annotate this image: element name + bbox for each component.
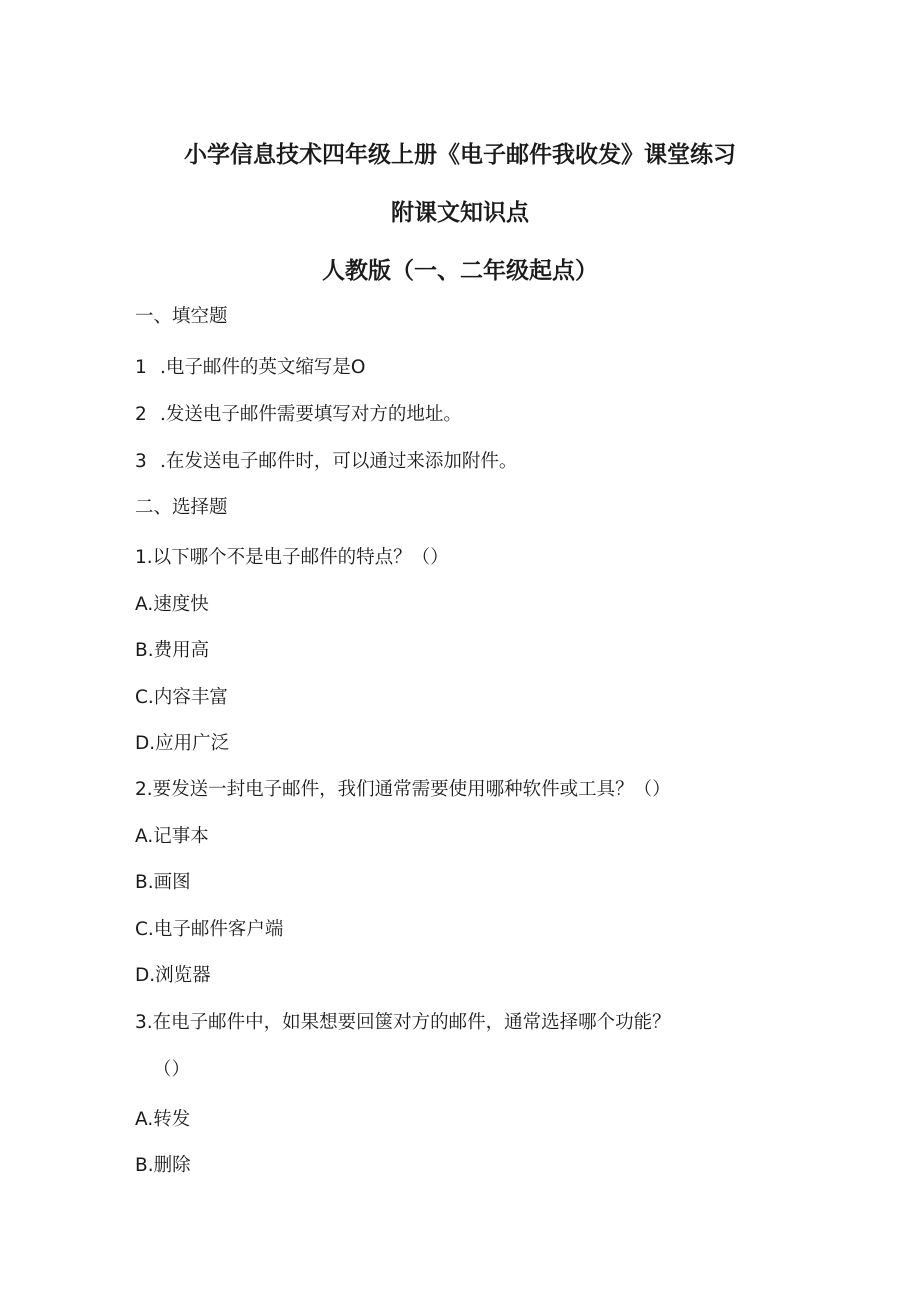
option-letter: D. xyxy=(135,733,156,754)
item-text: .电子邮件的英文缩写是 xyxy=(160,357,351,378)
q3-option-b xyxy=(135,1151,191,1177)
option-text: 转发 xyxy=(153,1109,191,1130)
option-letter: B. xyxy=(135,872,154,893)
fill-blank-item-2 xyxy=(135,400,462,426)
option-letter: B. xyxy=(135,640,154,661)
item-text: .在发送电子邮件时，可以通过来添加附件。 xyxy=(160,451,518,472)
q1-option-c xyxy=(135,683,228,709)
option-letter: C. xyxy=(135,687,154,708)
question-text: 要发送一封电子邮件，我们通常需要使用哪种软件或工具？（） xyxy=(152,779,671,800)
option-text: 电子邮件客户端 xyxy=(153,919,284,940)
section-heading-multiple-choice: 二、选择题 xyxy=(135,497,228,518)
item-tail: O xyxy=(350,357,366,378)
document-title: 小学信息技术四年级上册《电子邮件我收发》课堂练习 xyxy=(184,142,736,168)
question-2 xyxy=(135,775,671,801)
option-text: 速度快 xyxy=(153,594,209,615)
question-number: 2. xyxy=(135,779,153,800)
fill-blank-item-3 xyxy=(135,447,517,473)
q2-option-a xyxy=(135,822,209,848)
fill-blank-item-1 xyxy=(135,353,365,379)
q2-option-b xyxy=(135,868,191,894)
item-number: 2 xyxy=(135,404,147,425)
option-letter: A. xyxy=(135,826,154,847)
q1-option-b xyxy=(135,636,209,662)
q1-option-d xyxy=(135,729,229,755)
question-text: 在电子邮件中，如果想要回箧对方的邮件，通常选择哪个功能？ xyxy=(152,1012,671,1033)
document-edition: 人教版（一、二年级起点） xyxy=(322,258,598,284)
question-3-continuation: （） xyxy=(153,1059,191,1080)
question-number: 1. xyxy=(135,547,153,568)
question-text: 以下哪个不是电子邮件的特点？（） xyxy=(152,547,449,568)
option-text: 删除 xyxy=(153,1155,191,1176)
option-letter: B. xyxy=(135,1155,154,1176)
option-letter: A. xyxy=(135,594,154,615)
option-text: 内容丰富 xyxy=(153,687,228,708)
option-letter: D. xyxy=(135,965,156,986)
section-heading-fill-blank: 一、填空题 xyxy=(135,306,228,327)
question-3 xyxy=(135,1008,671,1034)
option-text: 费用高 xyxy=(153,640,210,661)
q3-option-a xyxy=(135,1105,190,1131)
item-number: 3 xyxy=(135,451,147,472)
option-letter: C. xyxy=(135,919,154,940)
option-text: 应用广泛 xyxy=(155,733,230,754)
item-number: 1 xyxy=(135,357,147,378)
q2-option-d xyxy=(135,961,211,987)
option-text: 记事本 xyxy=(153,826,209,847)
option-text: 画图 xyxy=(153,872,191,893)
document-subtitle: 附课文知识点 xyxy=(391,200,529,226)
item-text: .发送电子邮件需要填写对方的地址。 xyxy=(160,404,462,425)
option-text: 浏览器 xyxy=(155,965,211,986)
question-number: 3. xyxy=(135,1012,153,1033)
question-1 xyxy=(135,543,449,569)
q1-option-a xyxy=(135,590,209,616)
q2-option-c xyxy=(135,915,283,941)
option-letter: A. xyxy=(135,1109,154,1130)
